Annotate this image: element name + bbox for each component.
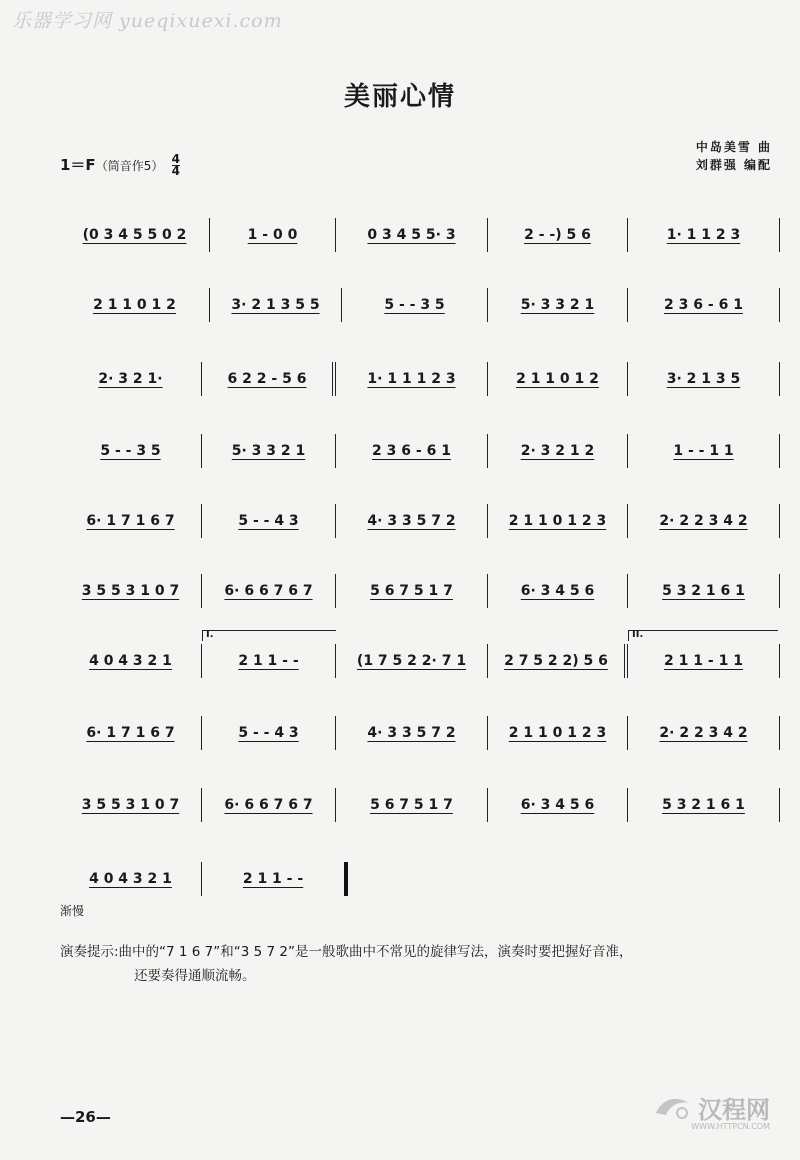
score-line-8 <box>60 716 780 750</box>
measure <box>336 644 488 678</box>
notes: 2· 2 2 3 4 2 <box>659 513 748 529</box>
measure <box>488 288 628 322</box>
measure <box>202 862 348 896</box>
measure <box>60 288 210 322</box>
measure <box>488 504 628 538</box>
notes: 5· 3 3 2 1 <box>520 297 595 313</box>
measure <box>488 788 628 822</box>
measure <box>488 434 628 468</box>
measure <box>336 574 488 608</box>
volta-first: I. <box>202 630 336 641</box>
notes: 3· 2 1 3 5 <box>666 371 741 387</box>
notes: 6· 1 7 1 6 7 <box>86 513 175 529</box>
notes: 6· 3 4 5 6 <box>520 797 595 813</box>
measure <box>342 288 488 322</box>
score-line-4 <box>60 434 780 468</box>
time-signature <box>172 154 180 177</box>
notes: 5 6 7 5 1 7 <box>370 797 453 813</box>
notes: 5 - - 3 5 <box>100 443 161 459</box>
notes: 5 3 2 1 6 1 <box>662 797 745 813</box>
measure <box>60 218 210 252</box>
logo-text: 汉程网 <box>698 1096 770 1124</box>
measure <box>628 288 780 322</box>
score-line-2 <box>60 288 780 322</box>
notes: 2 1 1 - - <box>242 871 304 887</box>
measure <box>628 362 780 396</box>
notes: 6 2 2 - 5 6 <box>227 371 307 387</box>
notes: 4 0 4 3 2 1 <box>89 871 172 887</box>
score-line-5 <box>60 504 780 538</box>
notes: 2 1 1 0 1 2 <box>516 371 599 387</box>
measure <box>60 644 202 678</box>
notes: 2 1 1 0 1 2 3 <box>508 513 607 529</box>
measure <box>336 504 488 538</box>
composer-credit: 中岛美雪 曲 <box>695 140 772 154</box>
notes: 2 7 5 2 2) 5 6 <box>504 653 608 669</box>
site-logo <box>652 1090 770 1131</box>
score-line-10 <box>60 862 780 896</box>
measure <box>60 362 202 396</box>
time-den: 4 <box>171 164 180 178</box>
notes: 2 - -) 5 6 <box>524 227 591 243</box>
score-line-1 <box>60 218 780 252</box>
score-line-6 <box>60 574 780 608</box>
measure <box>202 434 336 468</box>
notes: 5 - - 4 3 <box>238 725 299 741</box>
tempo-mark: 渐慢 <box>60 904 85 918</box>
notes: 2· 3 2 1· <box>98 371 163 387</box>
notes: 5 6 7 5 1 7 <box>370 583 453 599</box>
notes: 1· 1 1 1 2 3 <box>367 371 456 387</box>
notes: 5 3 2 1 6 1 <box>662 583 745 599</box>
notes: 2· 3 2 1 2 <box>520 443 595 459</box>
notes: (0 3 4 5 5 0 2 <box>82 227 187 243</box>
measure <box>202 629 336 678</box>
arranger-credit: 刘群强 编配 <box>695 158 772 172</box>
measure <box>488 218 628 252</box>
measure <box>628 788 780 822</box>
measure <box>336 218 488 252</box>
notes: 4 0 4 3 2 1 <box>89 653 172 669</box>
measure <box>336 362 488 396</box>
measure <box>336 716 488 750</box>
notes: 1 - - 1 1 <box>673 443 734 459</box>
page-number: —26— <box>60 1108 111 1126</box>
measure <box>60 574 202 608</box>
notes: 1· 1 1 2 3 <box>666 227 741 243</box>
notes: 2 1 1 0 1 2 3 <box>508 725 607 741</box>
score-line-3 <box>60 362 780 396</box>
logo-url: WWW.HTTPCN.COM <box>691 1122 770 1131</box>
notes: 3 5 5 3 1 0 7 <box>81 583 180 599</box>
measure <box>60 434 202 468</box>
measure <box>202 716 336 750</box>
notes: 3 5 5 3 1 0 7 <box>81 797 180 813</box>
measure <box>202 504 336 538</box>
page-title: 美丽心情 <box>343 82 456 112</box>
hint-line-1: 演奏提示:曲中的“7 1 6 7”和“3 5 7 2”是一般歌曲中不常见的旋律写法，演奏时要把握好音准， <box>60 944 633 960</box>
notes: 5 - - 3 5 <box>384 297 445 313</box>
performance-hint <box>60 940 780 988</box>
notes: 6· 1 7 1 6 7 <box>86 725 175 741</box>
measure <box>628 218 780 252</box>
measure <box>628 716 780 750</box>
key-note: （筒音作5） <box>95 159 164 173</box>
measure <box>336 788 488 822</box>
notes: 1 - 0 0 <box>247 227 298 243</box>
measure <box>628 629 780 678</box>
time-num: 4 <box>171 152 180 166</box>
notes: (1 7 5 2 2· 7 1 <box>356 653 467 669</box>
measure <box>336 434 488 468</box>
measure <box>202 788 336 822</box>
measure <box>488 574 628 608</box>
score-line-9 <box>60 788 780 822</box>
measure <box>488 362 628 396</box>
notes: 0 3 4 5 5· 3 <box>367 227 456 243</box>
watermark: 乐器学习网 yueqixuexi.com <box>12 10 283 32</box>
notes: 2 1 1 - 1 1 <box>664 653 743 669</box>
measure <box>488 716 628 750</box>
notes: 6· 6 6 7 6 7 <box>224 583 313 599</box>
measure <box>60 862 202 896</box>
notes: 4· 3 3 5 7 2 <box>367 725 456 741</box>
notes: 6· 6 6 7 6 7 <box>224 797 313 813</box>
measure <box>628 574 780 608</box>
notes: 2 1 1 0 1 2 <box>93 297 176 313</box>
notes: 3· 2 1 3 5 5 <box>231 297 320 313</box>
score-line-7 <box>60 629 780 678</box>
measure <box>488 644 628 678</box>
notes: 4· 3 3 5 7 2 <box>367 513 456 529</box>
hint-line-2: 还要奏得通顺流畅。 <box>134 968 256 984</box>
notes: 2 3 6 - 6 1 <box>372 443 451 459</box>
notes: 2· 2 2 3 4 2 <box>659 725 748 741</box>
measure <box>628 434 780 468</box>
measure <box>628 504 780 538</box>
notes: 5 - - 4 3 <box>238 513 299 529</box>
volta-second: II. <box>628 630 778 641</box>
measure <box>202 362 336 396</box>
measure <box>60 788 202 822</box>
notes: 6· 3 4 5 6 <box>520 583 595 599</box>
key-signature <box>60 154 180 177</box>
measure <box>210 288 342 322</box>
notes: 2 3 6 - 6 1 <box>664 297 743 313</box>
measure <box>202 574 336 608</box>
notes: 2 1 1 - - <box>238 653 299 669</box>
logo-icon <box>652 1093 692 1123</box>
measure <box>60 504 202 538</box>
notes: 5· 3 3 2 1 <box>231 443 306 459</box>
measure <box>60 716 202 750</box>
measure <box>210 218 336 252</box>
key-main: 1＝F <box>60 156 96 174</box>
